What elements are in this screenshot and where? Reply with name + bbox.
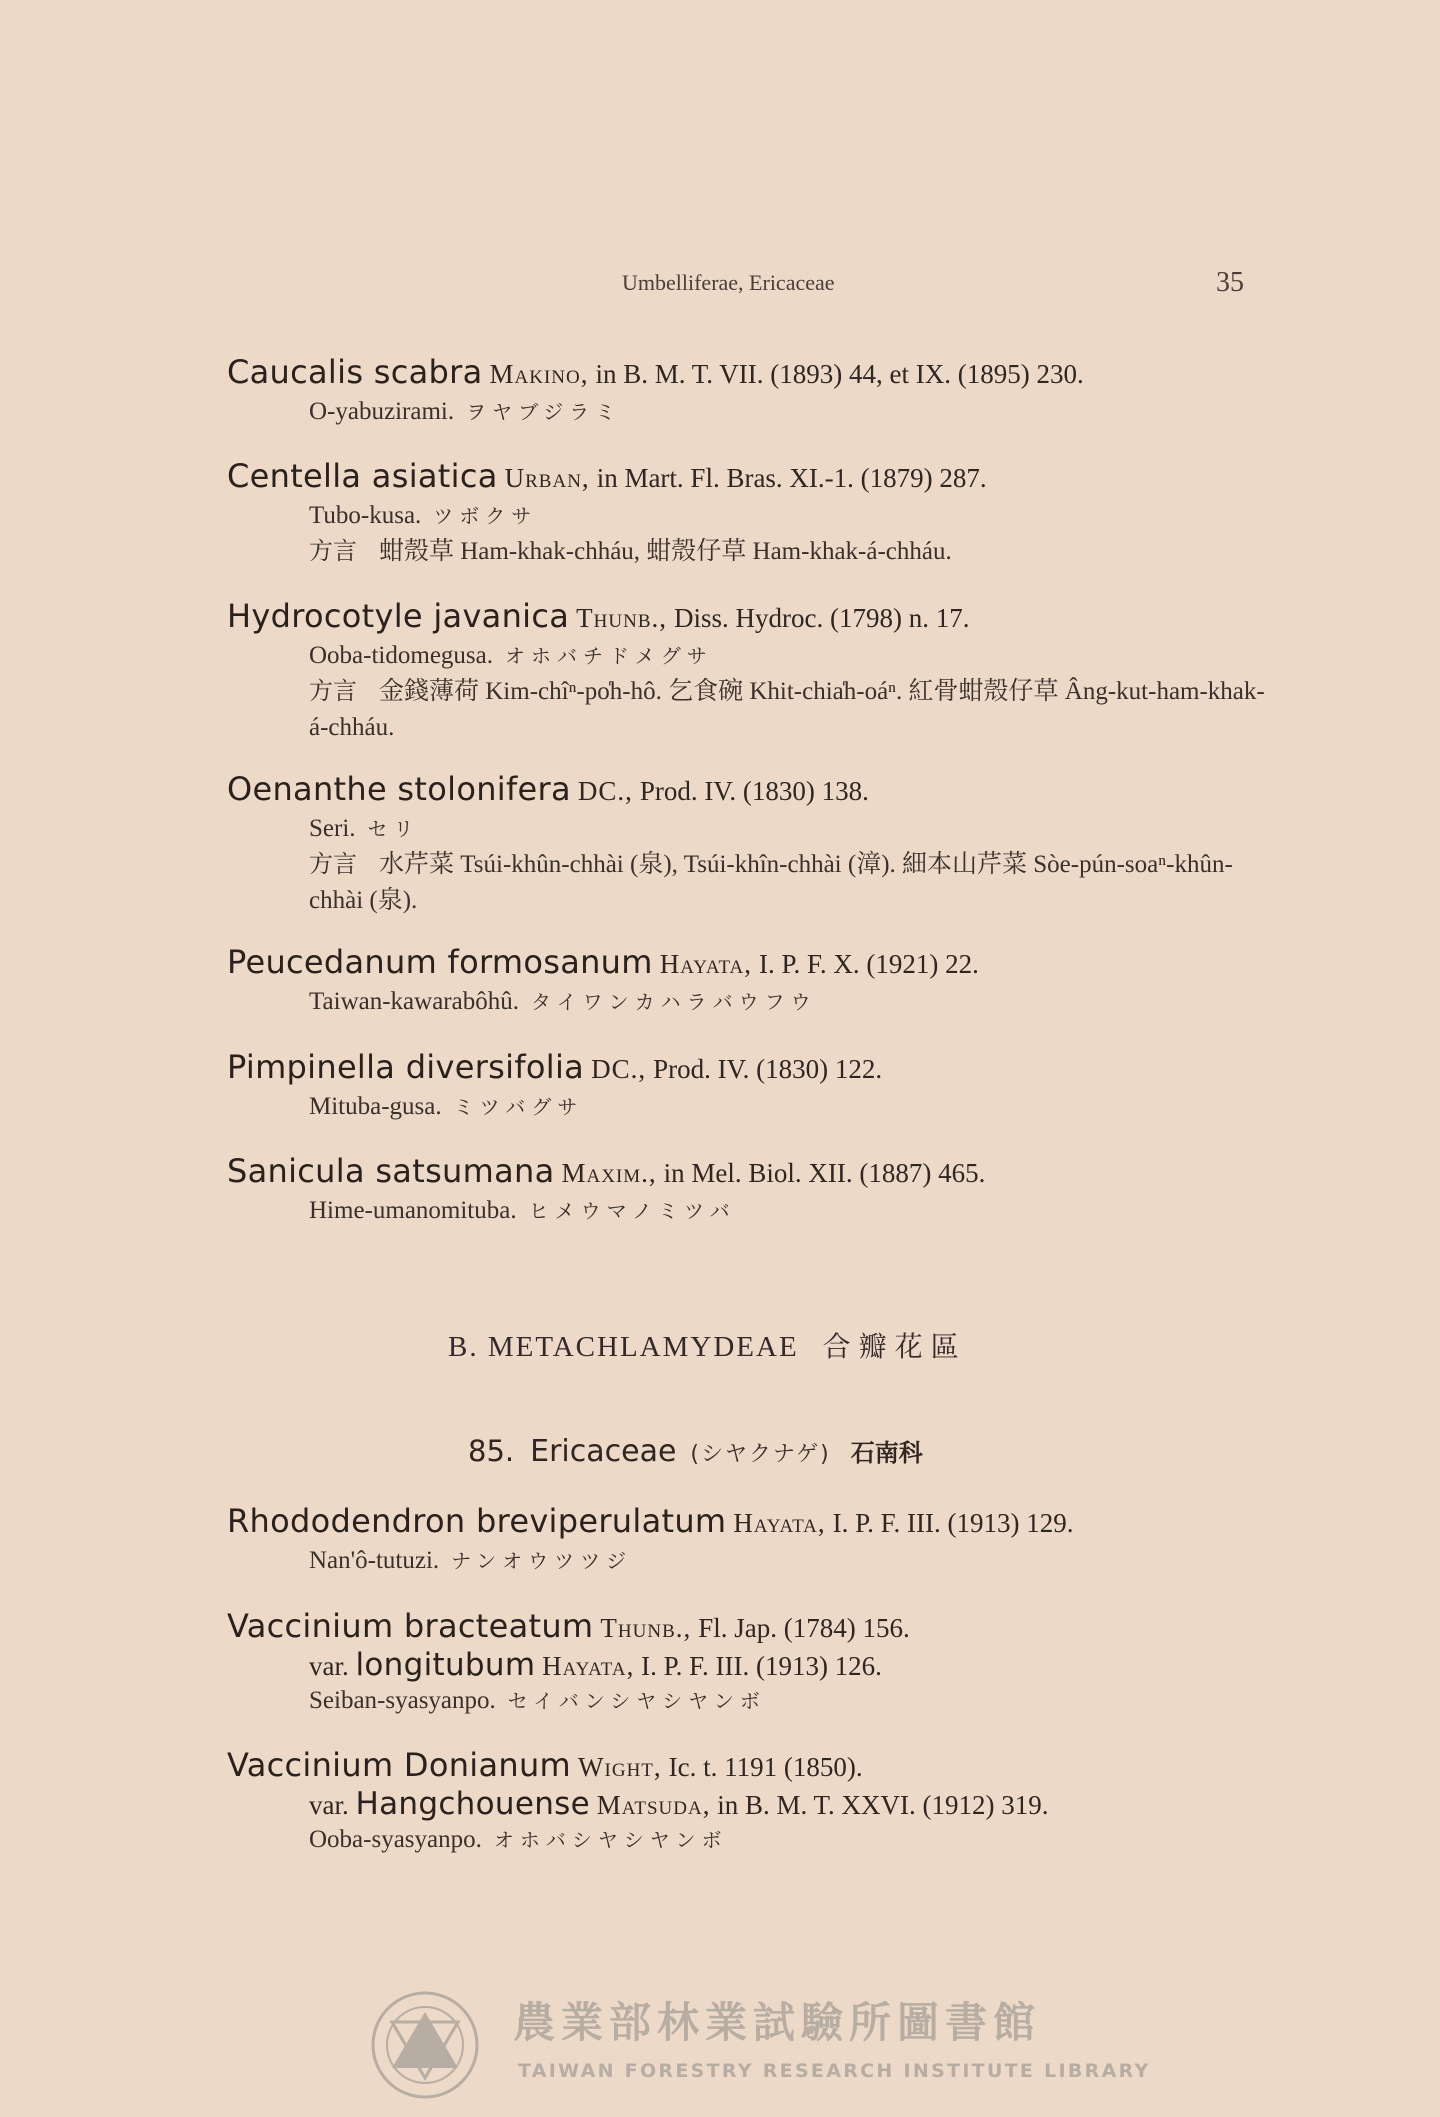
dialect-names [227,533,1277,570]
variety-citation: in B. M. T. XXVI. (1912) 319. [717,1790,1049,1820]
entry-heading [227,944,1277,983]
citation: in Mart. Fl. Bras. XI.-1. (1879) 287. [596,463,987,493]
japanese-romaji: Mituba-gusa. [309,1093,442,1120]
japanese-kana: ミツバグサ [453,1095,584,1119]
japanese-romaji: Seri. [309,815,356,842]
species-entry [227,354,1277,429]
entry-heading [227,1503,1277,1542]
variety-name: longitubum [355,1647,536,1683]
japanese-kana: セイバンシヤシヤンボ [507,1689,766,1713]
dialect-text: 金錢薄荷 Kim-chîⁿ-po̍h-hô. 乞食碗 Khit-chia̍h-oáⁿ. 紅骨蚶殼仔草 Âng-kut-ham-khak-á-chháu. [309,678,1265,741]
variety-author: Hayata, [542,1651,635,1681]
section-heading [448,1325,967,1365]
family-name: Ericaceae [530,1434,677,1469]
page-number: 35 [1216,267,1244,298]
library-seal-icon [370,1990,480,2100]
citation: Diss. Hydroc. (1798) n. 17. [674,603,970,633]
author: DC., [577,776,633,806]
species-name: Vaccinium Donianum [227,1746,572,1784]
species-entry [227,1747,1277,1857]
species-name: Caucalis scabra [227,353,483,391]
japanese-romaji: Ooba-syasyanpo. [309,1826,482,1853]
dialect-text: 蚶殼草 Ham-khak-chháu, 蚶殼仔草 Ham-khak-á-chháu. [379,538,952,565]
species-name: Hydrocotyle javanica [227,597,570,635]
citation: I. P. F. X. (1921) 22. [759,949,979,979]
japanese-name [227,1194,1277,1228]
dialect-text: 水芹菜 Tsúi-khûn-chhài (泉), Tsúi-khîn-chhài (漳). 細本山芹菜 Sòe-pún-soaⁿ-khûn-chhài (泉). [309,851,1233,914]
japanese-kana: セリ [367,817,420,841]
author: Thunb., [576,603,668,633]
running-title: Umbelliferae, Ericaceae [622,270,835,295]
japanese-kana: オホバシヤシヤンボ [493,1828,728,1852]
author: Maxim., [561,1158,657,1188]
entry-heading [227,771,1277,810]
japanese-name [227,812,1277,846]
family-number: 85. [468,1434,515,1468]
author: DC., [591,1054,647,1084]
species-entry [227,1608,1277,1718]
dialect-names [227,673,1277,746]
section-label: B. METACHLAMYDEAE [448,1331,799,1363]
japanese-romaji: Hime-umanomituba. [309,1197,517,1224]
author: Thunb., [600,1613,692,1643]
library-watermark [370,1990,1151,2110]
citation: Ic. t. 1191 (1850). [668,1752,863,1782]
citation: in B. M. T. VII. (1893) 44, et IX. (1895) 230. [595,359,1084,389]
species-entry [227,944,1277,1019]
japanese-name [227,395,1277,429]
japanese-name [227,499,1277,533]
species-entry [227,458,1277,570]
species-name: Pimpinella diversifolia [227,1048,585,1086]
japanese-name [227,985,1277,1019]
japanese-romaji: Ooba-tidomegusa. [309,642,493,669]
variety-name: Hangchouense [355,1786,590,1822]
species-name: Vaccinium bracteatum [227,1607,594,1645]
japanese-romaji: Nan'ô-tutuzi. [309,1547,440,1574]
variety-prefix: var. [309,1790,349,1820]
entry-heading [227,1608,1277,1647]
watermark-chinese: 農業部林業試驗所圖書館 [513,1998,1042,2047]
citation: I. P. F. III. (1913) 129. [832,1508,1074,1538]
japanese-kana: オホバチドメグサ [504,644,713,668]
variety-prefix: var. [309,1651,349,1681]
japanese-name [227,1823,1277,1857]
japanese-name [227,1544,1277,1578]
japanese-kana: ツボクサ [433,504,538,528]
family-heading [468,1433,923,1469]
japanese-romaji: Seiban-syasyanpo. [309,1687,496,1714]
family-cjk: 石南科 [850,1439,923,1467]
citation: in Mel. Biol. XII. (1887) 465. [663,1158,986,1188]
japanese-name [227,639,1277,673]
variety-line [227,1786,1277,1823]
dialect-label: 方言 [309,537,357,565]
japanese-romaji: Taiwan-kawarabôhû. [309,988,519,1015]
section-cjk: 合瓣花區 [822,1330,967,1363]
japanese-romaji: O-yabuzirami. [309,398,455,425]
variety-line [227,1647,1277,1684]
species-entry [227,598,1277,746]
species-name: Peucedanum formosanum [227,943,653,981]
citation: Prod. IV. (1830) 138. [639,776,869,806]
japanese-kana: タイワンカハラバウフウ [530,990,817,1014]
species-name: Centella asiatica [227,457,498,495]
species-entry [227,1153,1277,1228]
japanese-kana: ナンオウツツジ [451,1549,633,1573]
running-header [0,267,1440,300]
family-kana: (シヤクナゲ) [690,1442,831,1467]
author: Hayata, [659,949,753,979]
author: Hayata, [733,1508,826,1538]
species-name: Sanicula satsumana [227,1152,555,1190]
watermark-english: TAIWAN FORESTRY RESEARCH INSTITUTE LIBRARY [518,2060,1151,2082]
author: Makino, [489,359,589,389]
dialect-names [227,846,1277,919]
species-name: Oenanthe stolonifera [227,770,571,808]
variety-citation: I. P. F. III. (1913) 126. [641,1651,882,1681]
entry-heading [227,1049,1277,1088]
japanese-kana: ヒメウマノミツバ [528,1199,736,1223]
entry-heading [227,354,1277,393]
citation: Fl. Jap. (1784) 156. [698,1613,910,1643]
dialect-label: 方言 [309,677,357,705]
japanese-name [227,1090,1277,1124]
entry-heading [227,458,1277,497]
japanese-kana: ヲヤブジラミ [466,400,622,424]
japanese-romaji: Tubo-kusa. [309,502,422,529]
author: Urban, [504,463,590,493]
species-entry [227,771,1277,919]
entry-heading [227,598,1277,637]
species-entry [227,1503,1277,1578]
species-name: Rhododendron breviperulatum [227,1502,727,1540]
variety-author: Matsuda, [596,1790,711,1820]
japanese-name [227,1684,1277,1718]
author: Wight, [578,1752,662,1782]
dialect-label: 方言 [309,850,357,878]
entry-heading [227,1153,1277,1192]
entry-heading [227,1747,1277,1786]
citation: Prod. IV. (1830) 122. [653,1054,883,1084]
species-entry [227,1049,1277,1124]
